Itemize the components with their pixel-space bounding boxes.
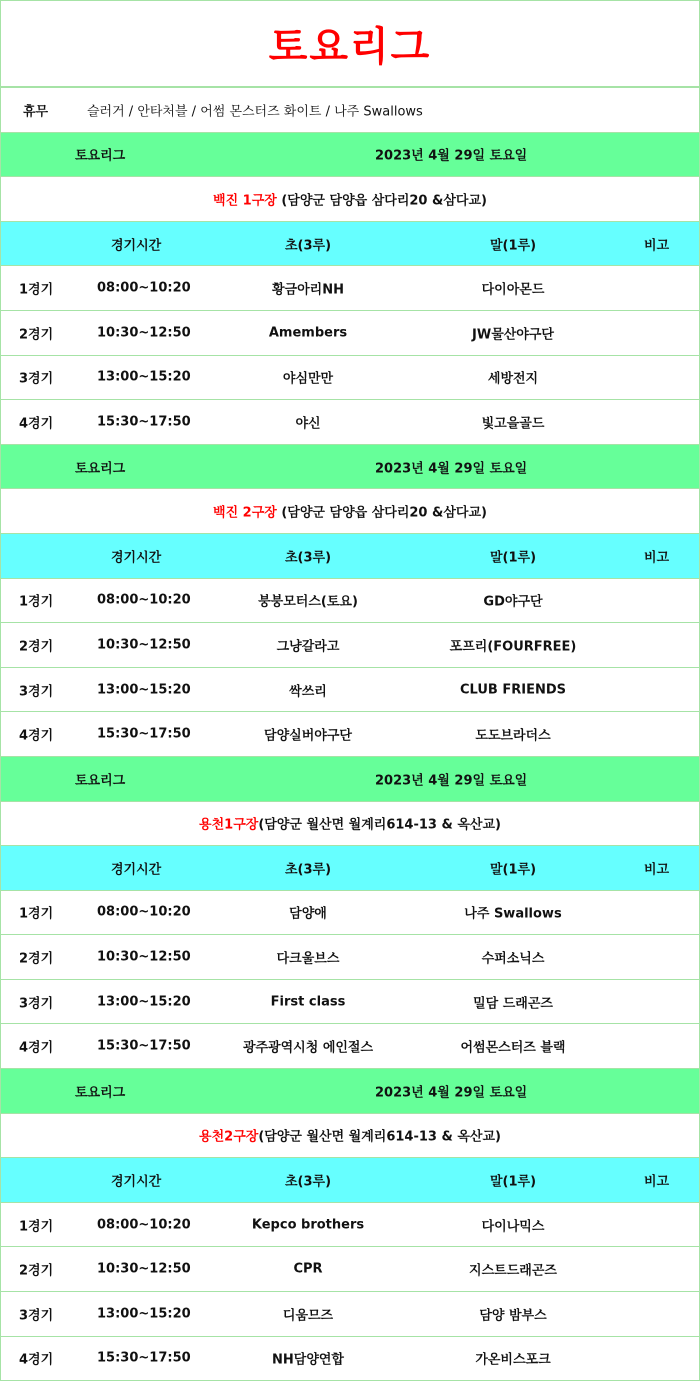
game-time: 13:00~15:20 xyxy=(97,994,191,1010)
rest-row xyxy=(0,88,700,133)
league-name: 토요리그 xyxy=(75,148,126,164)
league-name: 토요리그 xyxy=(75,461,126,477)
rest-label: 휴무 xyxy=(23,104,49,120)
home-team: Amembers xyxy=(268,325,348,341)
venue-name: 백진 2구장 xyxy=(213,505,277,521)
game-time: 15:30~17:50 xyxy=(97,1038,191,1054)
away-team: 지스트드래곤즈 xyxy=(469,1263,557,1279)
game-time: 13:00~15:20 xyxy=(97,369,191,385)
game-number: 4경기 xyxy=(19,416,54,432)
home-team: 담양실버야구단 xyxy=(264,728,352,744)
header-away: 말(1루) xyxy=(489,238,537,254)
venue-text xyxy=(1,502,699,521)
home-team: 야심만만 xyxy=(282,371,334,387)
game-time: 15:30~17:50 xyxy=(97,1350,191,1366)
away-team: 담양 밤부스 xyxy=(479,1308,547,1324)
venue-row xyxy=(0,802,700,847)
game-time: 08:00~10:20 xyxy=(97,904,191,920)
game-row xyxy=(0,1292,700,1337)
league-row xyxy=(0,133,700,178)
away-team: 다이나믹스 xyxy=(481,1219,545,1235)
game-row xyxy=(0,400,700,445)
league-row xyxy=(0,757,700,802)
game-time: 10:30~12:50 xyxy=(97,637,191,653)
home-team: 붕붕모터스(토요) xyxy=(258,594,358,610)
column-header-row xyxy=(0,1158,700,1203)
game-time: 13:00~15:20 xyxy=(97,682,191,698)
league-row xyxy=(0,445,700,490)
away-team: 어썸몬스터즈 블랙 xyxy=(460,1040,566,1056)
game-row xyxy=(0,935,700,980)
game-row xyxy=(0,579,700,624)
page-title: 토요리그 xyxy=(268,24,432,70)
game-number: 2경기 xyxy=(19,1263,54,1279)
game-number: 3경기 xyxy=(19,684,54,700)
home-team: Kepco brothers xyxy=(251,1217,365,1233)
away-team: 빛고을골드 xyxy=(481,416,545,432)
game-row xyxy=(0,1247,700,1292)
home-team: 담양애 xyxy=(289,906,327,922)
game-row xyxy=(0,1337,700,1382)
home-team: 야신 xyxy=(295,416,321,432)
header-note: 비고 xyxy=(644,550,670,566)
game-time: 13:00~15:20 xyxy=(97,1306,191,1322)
home-team: 광주광역시청 에인절스 xyxy=(242,1040,374,1056)
header-time: 경기시간 xyxy=(111,862,162,878)
game-time: 10:30~12:50 xyxy=(97,949,191,965)
game-time: 08:00~10:20 xyxy=(97,280,191,296)
away-team: 세방전지 xyxy=(487,371,539,387)
venue-row xyxy=(0,177,700,222)
game-number: 3경기 xyxy=(19,1308,54,1324)
header-note: 비고 xyxy=(644,1174,670,1190)
game-number: 2경기 xyxy=(19,951,54,967)
home-team: 그냥갈라고 xyxy=(276,639,340,655)
game-number: 4경기 xyxy=(19,1040,54,1056)
venue-text xyxy=(1,814,699,833)
away-team: 포프리(FOURFREE) xyxy=(449,639,577,655)
home-team: 싹쓰리 xyxy=(289,684,327,700)
home-team: First class xyxy=(270,994,346,1010)
column-header-row xyxy=(0,534,700,579)
header-home: 초(3루) xyxy=(284,862,332,878)
game-number: 1경기 xyxy=(19,906,54,922)
away-team: GD야구단 xyxy=(483,594,543,610)
header-home: 초(3루) xyxy=(284,238,332,254)
venue-text xyxy=(1,189,699,208)
game-time: 08:00~10:20 xyxy=(97,592,191,608)
game-time: 15:30~17:50 xyxy=(97,726,191,742)
away-team: 나주 Swallows xyxy=(464,906,562,922)
league-date: 2023년 4월 29일 토요일 xyxy=(375,461,528,477)
away-team: 다이아몬드 xyxy=(481,282,545,298)
game-number: 4경기 xyxy=(19,728,54,744)
venue-address: (담양군 월산면 월계리614-13 & 옥산교) xyxy=(258,817,501,833)
header-home: 초(3루) xyxy=(284,550,332,566)
away-team: 가온비스포크 xyxy=(475,1352,551,1368)
home-team: 다크울브스 xyxy=(276,951,340,967)
away-team: 밀담 드래곤즈 xyxy=(473,996,553,1012)
header-note: 비고 xyxy=(644,862,670,878)
venue-row xyxy=(0,489,700,534)
game-time: 15:30~17:50 xyxy=(97,414,191,430)
game-row xyxy=(0,356,700,401)
header-away: 말(1루) xyxy=(489,550,537,566)
header-away: 말(1루) xyxy=(489,1174,537,1190)
column-header-row xyxy=(0,846,700,891)
venue-text xyxy=(1,1126,699,1145)
game-time: 10:30~12:50 xyxy=(97,1261,191,1277)
game-time: 10:30~12:50 xyxy=(97,325,191,341)
league-date: 2023년 4월 29일 토요일 xyxy=(375,148,528,164)
home-team: CPR xyxy=(293,1261,323,1277)
league-name: 토요리그 xyxy=(75,1085,126,1101)
header-note: 비고 xyxy=(644,238,670,254)
venue-name: 용천1구장 xyxy=(199,817,259,833)
game-number: 2경기 xyxy=(19,639,54,655)
venue-address: (담양군 월산면 월계리614-13 & 옥산교) xyxy=(258,1129,501,1145)
league-date: 2023년 4월 29일 토요일 xyxy=(375,1085,528,1101)
header-home: 초(3루) xyxy=(284,1174,332,1190)
header-time: 경기시간 xyxy=(111,1174,162,1190)
game-row xyxy=(0,623,700,668)
game-number: 2경기 xyxy=(19,327,54,343)
game-row xyxy=(0,1024,700,1069)
venue-name: 용천2구장 xyxy=(199,1129,259,1145)
league-row xyxy=(0,1069,700,1114)
venue-address: (담양군 담양읍 삼다리20 &삼다교) xyxy=(276,193,487,209)
game-number: 1경기 xyxy=(19,1219,54,1235)
home-team: 디움므즈 xyxy=(282,1308,334,1324)
home-team: NH담양연합 xyxy=(272,1352,344,1368)
game-row xyxy=(0,266,700,311)
league-name: 토요리그 xyxy=(75,773,126,789)
header-time: 경기시간 xyxy=(111,238,162,254)
away-team: JW물산야구단 xyxy=(472,327,554,343)
title-row xyxy=(0,0,700,88)
away-team: 도도브라더스 xyxy=(475,728,551,744)
game-row xyxy=(0,668,700,713)
game-row xyxy=(0,980,700,1025)
game-row xyxy=(0,311,700,356)
game-row xyxy=(0,712,700,757)
home-team: 황금아리NH xyxy=(272,282,344,298)
venue-row xyxy=(0,1114,700,1159)
game-number: 1경기 xyxy=(19,282,54,298)
league-date: 2023년 4월 29일 토요일 xyxy=(375,773,528,789)
game-number: 4경기 xyxy=(19,1352,54,1368)
header-time: 경기시간 xyxy=(111,550,162,566)
header-away: 말(1루) xyxy=(489,862,537,878)
game-number: 3경기 xyxy=(19,371,54,387)
game-number: 1경기 xyxy=(19,594,54,610)
sections-container xyxy=(0,133,700,1382)
venue-name: 백진 1구장 xyxy=(213,193,277,209)
away-team: CLUB FRIENDS xyxy=(460,682,566,698)
game-number: 3경기 xyxy=(19,996,54,1012)
game-row xyxy=(0,891,700,936)
game-row xyxy=(0,1203,700,1248)
game-time: 08:00~10:20 xyxy=(97,1217,191,1233)
rest-teams: 슬러거 / 안타처블 / 어썸 몬스터즈 화이트 / 나주 Swallows xyxy=(87,104,423,120)
venue-address: (담양군 담양읍 삼다리20 &삼다교) xyxy=(276,505,487,521)
column-header-row xyxy=(0,222,700,267)
away-team: 수퍼소닉스 xyxy=(481,951,545,967)
